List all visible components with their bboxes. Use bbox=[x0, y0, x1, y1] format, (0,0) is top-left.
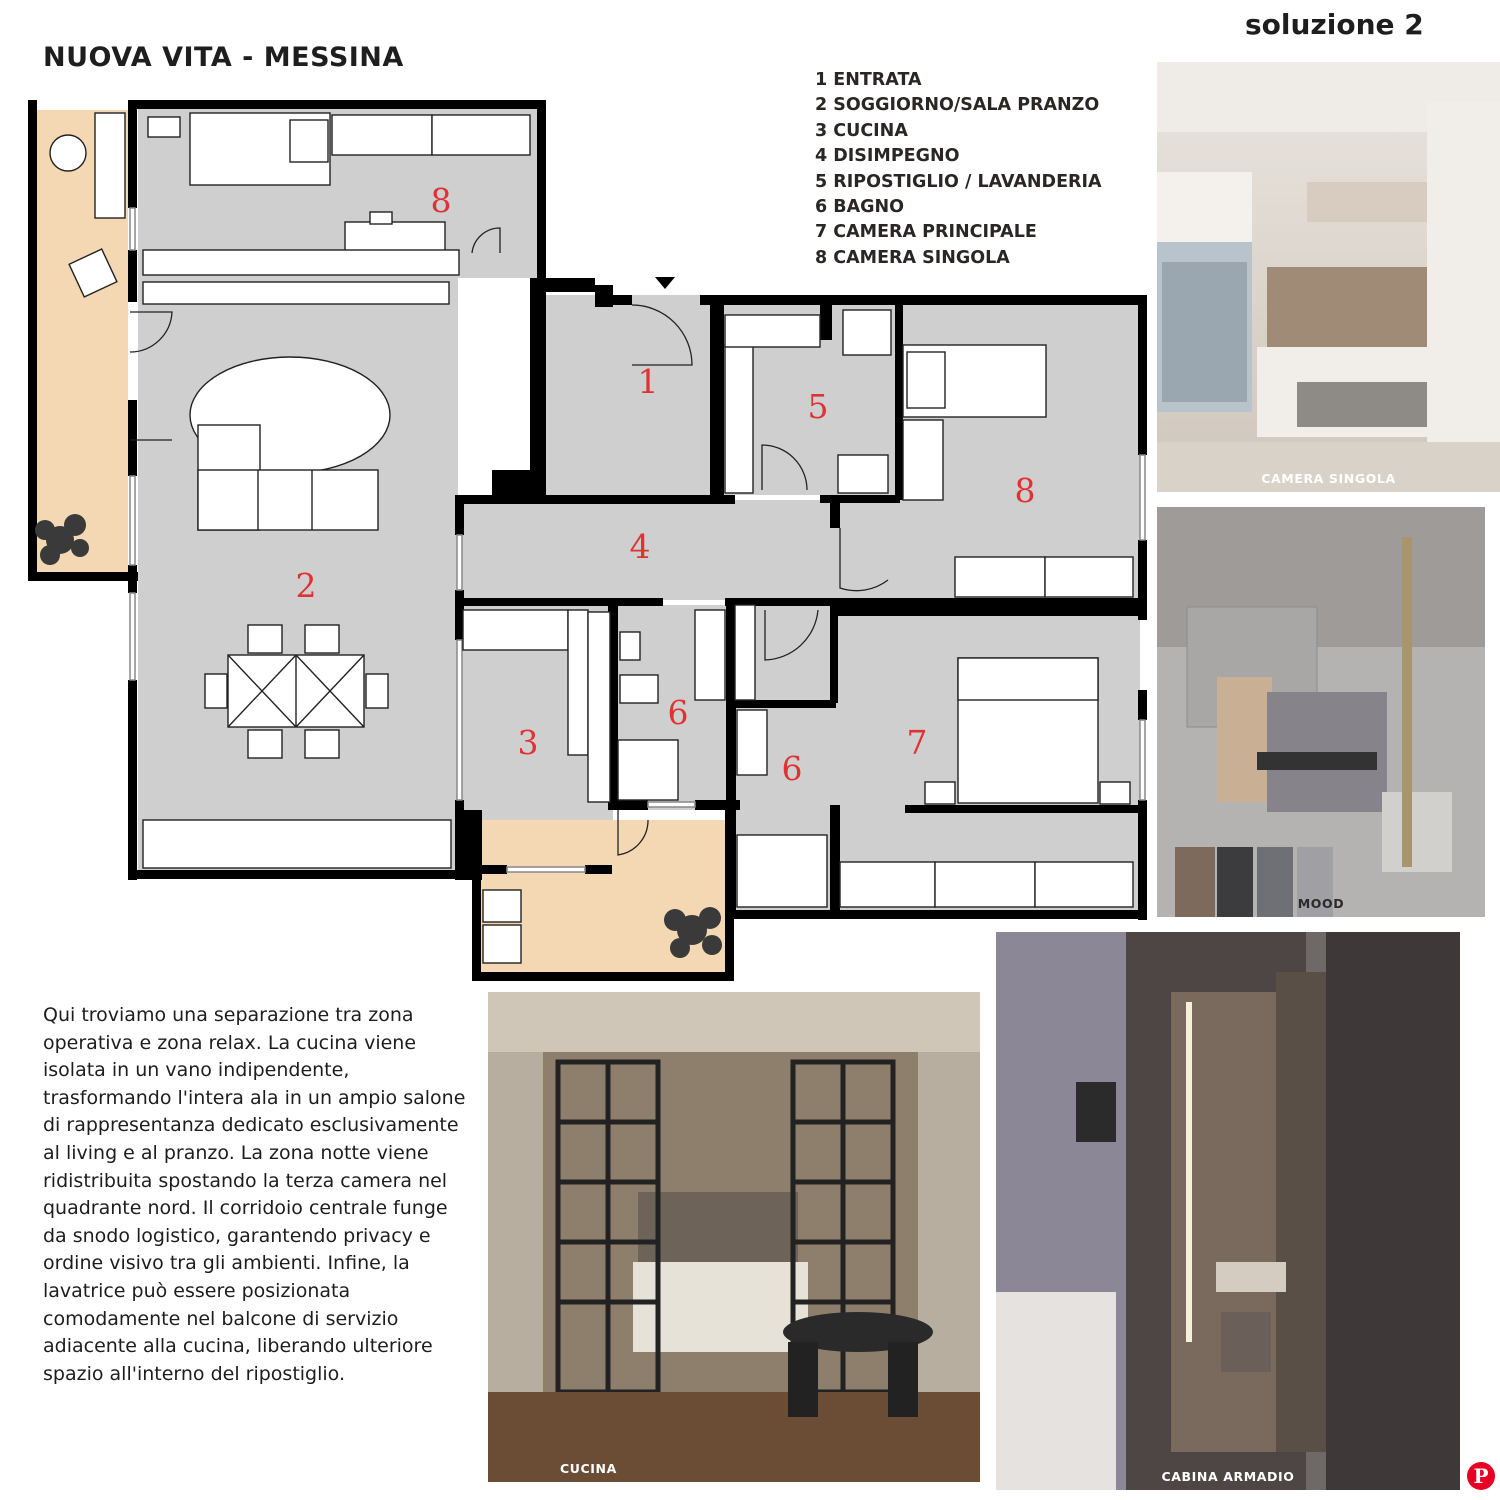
entrance-arrow-icon bbox=[655, 277, 675, 289]
photo-camera-singola bbox=[1157, 62, 1500, 492]
photo-mood bbox=[1157, 507, 1485, 917]
legend-item: 3 CUCINA bbox=[815, 120, 908, 141]
legend-item: 8 CAMERA SINGOLA bbox=[815, 247, 1010, 268]
photo-cabina-armadio bbox=[996, 932, 1460, 1490]
legend-item: 4 DISIMPEGNO bbox=[815, 146, 960, 167]
legend-item: 6 BAGNO bbox=[815, 197, 905, 218]
legend-item: 1 ENTRATA bbox=[815, 70, 922, 90]
legend-item: 2 SOGGIORNO/SALA PRANZO bbox=[815, 95, 1100, 116]
room-number-4: 4 bbox=[629, 527, 651, 566]
room-number-1: 1 bbox=[637, 362, 659, 401]
photo-cucina bbox=[488, 992, 980, 1482]
room-number-3: 3 bbox=[517, 723, 539, 762]
page-title: NUOVA VITA - MESSINA bbox=[43, 42, 404, 73]
room-number-2: 2 bbox=[295, 566, 317, 605]
room-number-7: 7 bbox=[906, 723, 928, 762]
room-number-6: 6 bbox=[781, 749, 803, 788]
photo-caption: CAMERA SINGOLA bbox=[1261, 471, 1396, 486]
pinterest-icon[interactable]: P bbox=[1467, 1462, 1495, 1490]
legend-item: 7 CAMERA PRINCIPALE bbox=[815, 222, 1037, 243]
room-number-8: 8 bbox=[1014, 471, 1036, 510]
legend-item: 5 RIPOSTIGLIO / LAVANDERIA bbox=[815, 171, 1102, 192]
photo-caption: CABINA ARMADIO bbox=[1161, 1469, 1295, 1484]
photo-caption: MOOD bbox=[1297, 896, 1345, 911]
solution-label: soluzione 2 bbox=[1245, 8, 1424, 41]
room-number-6: 6 bbox=[667, 693, 689, 732]
photo-caption: CUCINA bbox=[560, 1461, 617, 1476]
room-number-8: 8 bbox=[430, 181, 452, 220]
room-number-5: 5 bbox=[807, 387, 829, 426]
description-text: Qui troviamo una separazione tra zona operativa e zona relax. La cucina viene isolata in un vano indipendente, trasformando l'intera ala in un ampio salone di rappresentanza dedicato esclusivamente al living e al pranzo. La zona notte viene ridistribuita spostando la terza camera nel quadrante nord. Il corridoio centrale funge da snodo logistico, garantendo privacy e ordine visivo tra gli ambienti. Infine, la lavatrice può essere posizionata comodamente nel balcone di servizio adiacente alla cucina, liberando ulteriore spazio all'interno del ripostiglio. bbox=[43, 1004, 466, 1385]
